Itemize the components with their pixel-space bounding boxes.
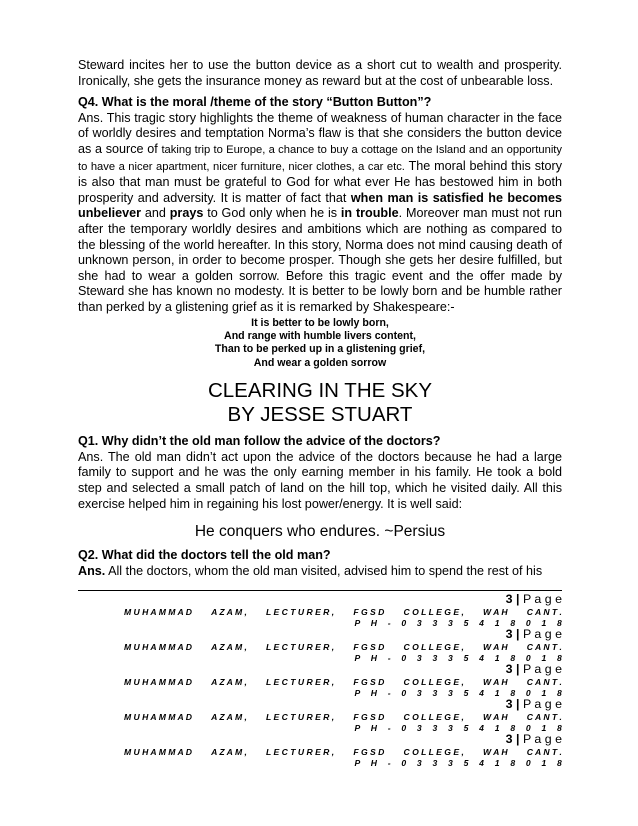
phone-number: P H - 0 3 3 3 5 4 1 8 0 1 8	[354, 723, 566, 733]
lecturer-line: M U H A M M A D A Z A M , L E C T U R E R , F G S D C O L L E G E , W A H C A N T .	[124, 747, 562, 757]
q2-answer-text: All the doctors, whom the old man visited, advised him to spend the rest of his	[108, 563, 543, 578]
lecturer-line: M U H A M M A D A Z A M , L E C T U R E R , F G S D C O L L E G E , W A H C A N T .	[124, 642, 562, 652]
intro-line-2: Ironically, she gets the insurance money as reward but at the cost of unbearable loss.	[78, 73, 554, 88]
q4-answer-part-3: to God only when he is	[207, 206, 338, 221]
q1-answer: Ans. The old man didn’t act upon the advice of the doctors because he had a large family to support and he was the only earning member in his family. He took a bold step and selected a small patch of land on the hill top, which he visited daily. All this exercise helped him in regaining his lost power/energy. It is well said:	[78, 449, 562, 511]
page-number: 3 | P a g e	[505, 662, 562, 676]
intro-paragraph	[78, 58, 562, 89]
footer-stack	[78, 592, 566, 768]
q4-answer-and: and	[144, 206, 166, 221]
shakespeare-poem	[78, 317, 562, 371]
q4-answer-part-1: Ans. This tragic story highlights the theme of weakness of human character in the face of worldly desires and temptation Norma’s flaw is that she considers the button device as a source of	[78, 110, 562, 156]
page-number: 3 | P a g e	[505, 592, 562, 606]
q2-ans-label: Ans.	[78, 563, 106, 578]
q1-question: Q1. Why didn’t the old man follow the advice of the doctors?	[78, 434, 441, 449]
q4-answer	[78, 111, 562, 316]
q4-answer-part-4: . Moreover man must not run after the temporary worldly desires and ambitions which are nothing as compared to the blessing of the world hereafter. In this story, Norma does not mind causing death of unknown person, in order to become prosper. Though she gets her desire fulfilled, but she had to wear a golden sorrow. Before this tragic event and the offer made by Steward she has known no modesty. It is better to be lowly born and be humble rather than perked by a glistening grief as it is remarked by Shakespeare:-	[78, 206, 563, 314]
page-footer	[78, 627, 566, 663]
lecturer-line: M U H A M M A D A Z A M , L E C T U R E R , F G S D C O L L E G E , W A H C A N T .	[124, 607, 562, 617]
page-content	[78, 58, 562, 579]
page-number: 3 | P a g e	[505, 627, 562, 641]
poem-line-2: And range with humble livers content,	[224, 329, 416, 342]
section-heading	[78, 379, 562, 426]
page-number: 3 | P a g e	[505, 697, 562, 711]
q4-emphasis-trouble: in trouble	[340, 206, 399, 221]
page-footer	[78, 592, 566, 628]
poem-line-1: It is better to be lowly born,	[251, 316, 389, 329]
intro-line-1: Steward incites her to use the button device as a short cut to wealth and prosperity.	[78, 58, 562, 72]
q4-answer-examples: taking trip to Europe, a chance to buy a cottage on the Island and an opportunity to have a nicer apartment, nicer furniture, nicer clothes, a car etc.	[78, 143, 563, 173]
q2-question: Q2. What did the doctors tell the old man?	[78, 548, 331, 563]
q4-question: Q4. What is the moral /theme of the story “Button Button”?	[78, 95, 432, 110]
page-footer	[78, 662, 566, 698]
q4-answer-part-2: The moral behind this story is also that man must be grateful to God for what ever He has bestowed him in both prosperity and adversity. It is matter of fact that	[78, 158, 562, 205]
heading-title: CLEARING IN THE SKY	[207, 379, 433, 403]
q4-emphasis-prays: prays	[169, 206, 204, 221]
q4-emphasis-unbeliever: when man is satisfied he becomes unbeliever	[78, 190, 563, 221]
persius-quote: He conquers who endures. ~Persius	[194, 523, 446, 541]
poem-line-4: And wear a golden sorrow	[253, 356, 387, 369]
lecturer-line: M U H A M M A D A Z A M , L E C T U R E R , F G S D C O L L E G E , W A H C A N T .	[124, 677, 562, 687]
heading-author: BY JESSE STUART	[227, 402, 413, 426]
page-footer	[78, 732, 566, 768]
q2-answer	[78, 564, 562, 580]
phone-number: P H - 0 3 3 3 5 4 1 8 0 1 8	[354, 653, 566, 663]
poem-line-3: Than to be perked up in a glistening grief,	[214, 343, 426, 356]
page-footer	[78, 697, 566, 733]
phone-number: P H - 0 3 3 3 5 4 1 8 0 1 8	[354, 688, 566, 698]
phone-number: P H - 0 3 3 3 5 4 1 8 0 1 8	[354, 618, 566, 628]
lecturer-line: M U H A M M A D A Z A M , L E C T U R E R , F G S D C O L L E G E , W A H C A N T .	[124, 712, 562, 722]
phone-number: P H - 0 3 3 3 5 4 1 8 0 1 8	[354, 758, 566, 768]
footer-divider	[78, 590, 562, 591]
page-number: 3 | P a g e	[505, 732, 562, 746]
